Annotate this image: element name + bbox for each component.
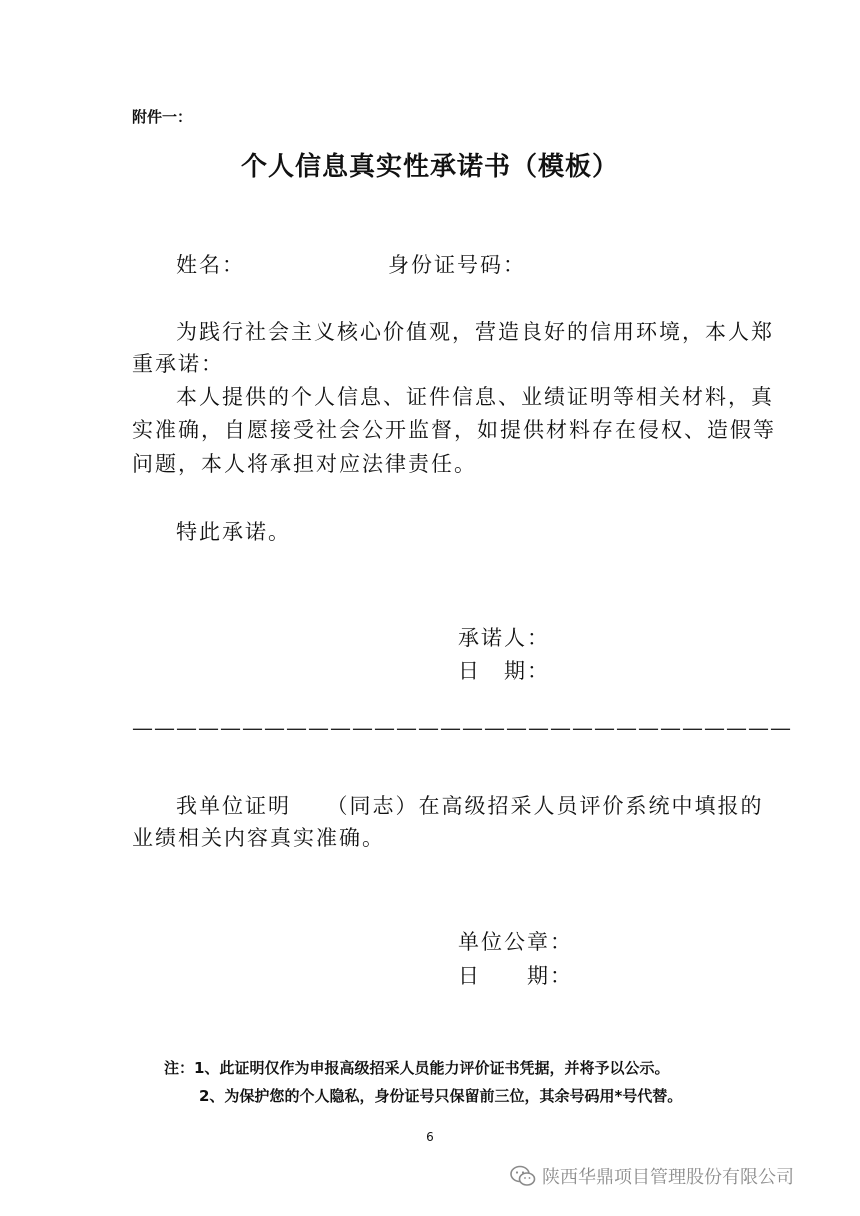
attachment-label: 附件一： [132, 108, 193, 126]
date-label: 日 期： [458, 659, 550, 683]
id-number-field-label: 身份证号码： [388, 253, 526, 277]
note-line: 2、为保护您的个人隐私，身份证号只保留前三位，其余号码用*号代替。 [199, 1087, 683, 1105]
separator-line: —————————————————————————————— [132, 716, 792, 740]
promisor-label: 承诺人： [458, 626, 550, 650]
closing-statement: 特此承诺。 [176, 520, 291, 544]
paragraph-line: 实准确，自愿接受社会公开监督，如提供材料存在侵权、造假等 [132, 418, 776, 442]
wechat-icon [510, 1165, 536, 1187]
paragraph-line: 问题，本人将承担对应法律责任。 [132, 452, 477, 476]
unit-seal-label: 单位公章： [458, 930, 573, 954]
watermark [510, 1163, 794, 1189]
paragraph-line: 本人提供的个人信息、证件信息、业绩证明等相关材料，真 [176, 385, 774, 409]
page-number: 6 [426, 1130, 434, 1144]
certification-line: 我单位证明 （同志）在高级招采人员评价系统中填报的 [176, 794, 764, 818]
certification-line: 业绩相关内容真实准确。 [132, 826, 385, 850]
name-field-label: 姓名： [176, 253, 245, 277]
paragraph-line: 重承诺： [132, 352, 224, 376]
paragraph-line: 为践行社会主义核心价值观，营造良好的信用环境，本人郑 [176, 320, 774, 344]
page-title: 个人信息真实性承诺书（模板） [240, 152, 619, 182]
watermark-text: 陕西华鼎项目管理股份有限公司 [542, 1167, 794, 1188]
unit-date-label: 日 期： [458, 964, 573, 988]
note-line: 注：1、此证明仅作为申报高级招采人员能力评价证书凭据，并将予以公示。 [164, 1059, 670, 1077]
